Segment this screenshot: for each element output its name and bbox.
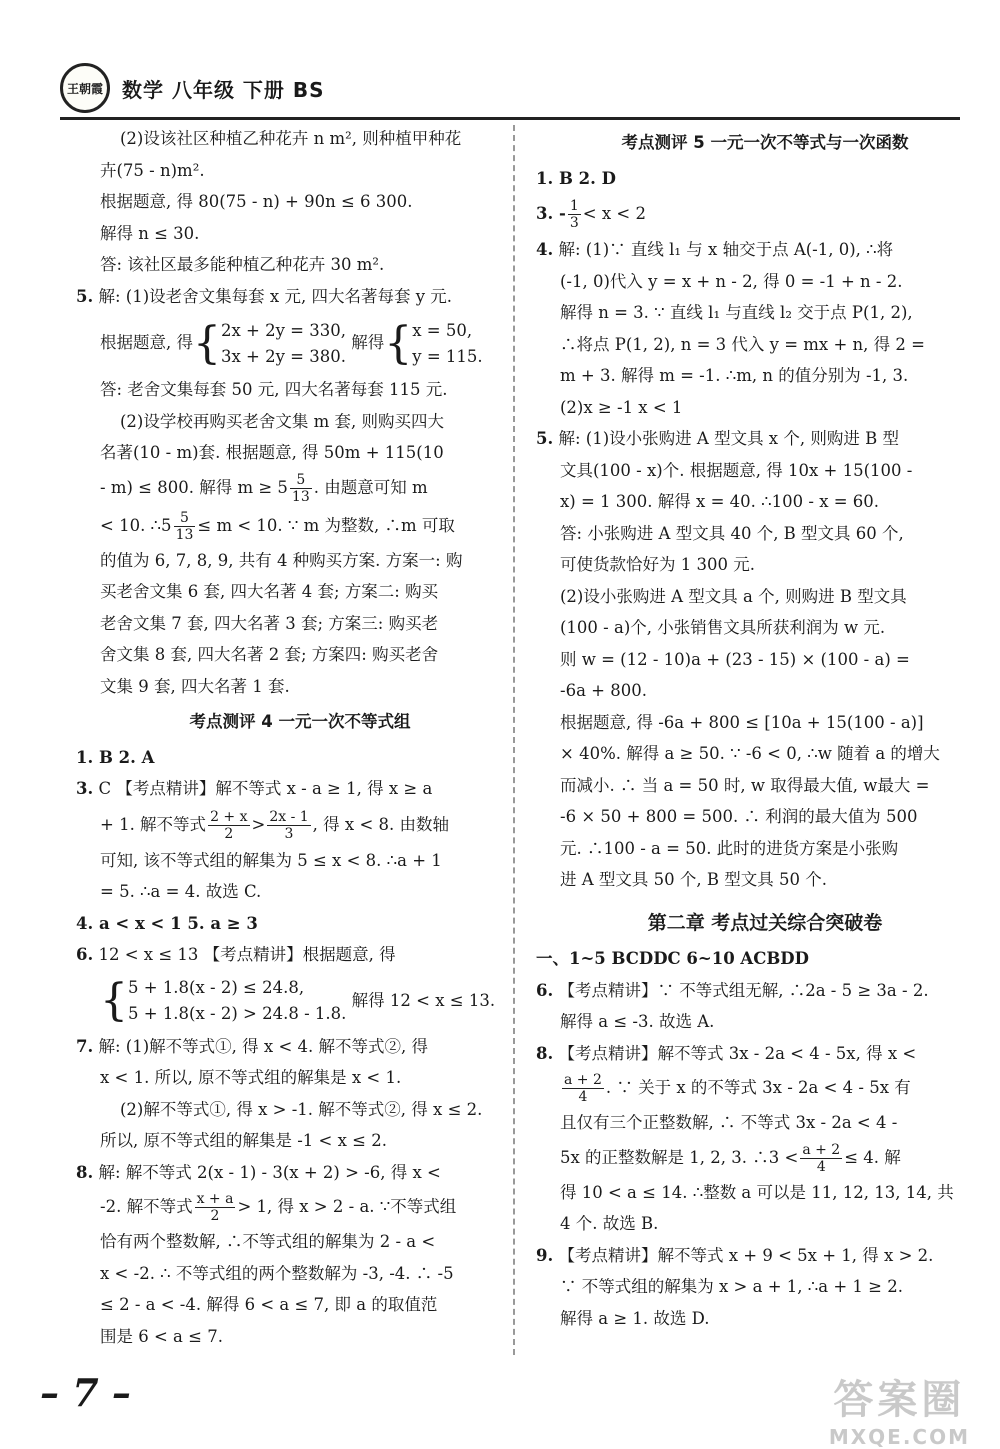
denominator: 2 — [224, 825, 234, 842]
text-line: 的值为 6, 7, 8, 9, 共有 4 种购买方案. 方案一: 购 — [100, 550, 463, 570]
denominator: 3 — [284, 825, 294, 842]
section-heading: 考点测评 4 一元一次不等式组 — [189, 712, 411, 731]
question-number: 5. — [76, 286, 94, 306]
publisher-logo — [60, 63, 110, 113]
text-line: x < 1. 所以, 原不等式组的解集是 x < 1. — [100, 1068, 402, 1087]
text-line: 4 个. 故选 B. — [560, 1214, 659, 1233]
text-line: 【考点精讲】∵ 不等式组无解, ∴2a - 5 ≥ 3a - 2. — [558, 980, 929, 1000]
answer-line: 1. B 2. D — [536, 168, 616, 188]
chapter-heading: 第二章 考点过关综合突破卷 — [647, 911, 883, 934]
fraction — [208, 809, 249, 842]
answer-line: 一、1~5 BCDDC 6~10 ACBDD — [536, 949, 809, 968]
text-line: 卉(75 - n)m². — [100, 160, 205, 180]
fraction — [568, 198, 581, 231]
question-5 — [536, 423, 970, 455]
text-fragment: 根据题意, 得 — [100, 333, 193, 352]
question-number: 8. — [536, 1043, 554, 1063]
denominator: 4 — [816, 1158, 826, 1175]
right-column — [536, 123, 970, 1334]
brace: { — [100, 975, 128, 1026]
equation-system — [221, 318, 346, 370]
left-column — [76, 123, 500, 1352]
text-line: 解: (1)解不等式①, 得 x < 4. 解不等式②, 得 — [98, 1036, 428, 1056]
equation: x = 50, — [412, 320, 473, 340]
text-line: 解得 a ≤ -3. 故选 A. — [560, 1012, 715, 1031]
text-line: 解得 a ≥ 1. 故选 D. — [560, 1308, 710, 1328]
text-line: (2)设该社区种植乙种花卉 n m², 则种植甲种花 — [120, 129, 462, 148]
text-line: 则 w = (12 - 10)a + (23 - 15) × (100 - a) = — [560, 649, 910, 669]
text-line: 元. ∴100 - a = 50. 此时的进货方案是小张购 — [560, 838, 899, 858]
numerator: a + 2 — [564, 1072, 602, 1088]
equation-system-line — [100, 312, 500, 374]
answer-line: 4. a < x < 1 5. a ≥ 3 — [76, 913, 258, 933]
text-line: 可知, 该不等式组的解集为 5 ≤ x < 8. ∴a + 1 — [100, 850, 442, 870]
text-fragment: 3. - — [536, 204, 566, 223]
inequality-system — [128, 975, 346, 1027]
question-number: 7. — [76, 1036, 94, 1056]
text-line: x) = 1 300. 解得 x = 40. ∴100 - x = 60. — [560, 492, 880, 511]
section-heading: 考点测评 5 一元一次不等式与一次函数 — [621, 133, 909, 152]
text-fragment: , 得 x < 8. 由数轴 — [312, 814, 450, 834]
text-line: 根据题意, 得 80(75 - n) + 90n ≤ 6 300. — [100, 192, 413, 211]
text-fragment: 解得 12 < x ≤ 13. — [351, 990, 496, 1010]
fraction — [174, 510, 196, 543]
text-line: 文具(100 - x)个. 根据题意, 得 10x + 15(100 - — [560, 460, 913, 480]
text-line: 解得 n = 3. ∵ 直线 l₁ 与直线 l₂ 交于点 P(1, 2), — [560, 303, 913, 322]
watermark-main: 答案圈 — [833, 1377, 966, 1423]
logo-text: 王朝霞 — [66, 81, 103, 96]
column-divider — [513, 125, 515, 1355]
page-number: – 7 – — [40, 1370, 131, 1415]
text-line: 舍文集 8 套, 四大名著 2 套; 方案四: 购买老舍 — [100, 645, 439, 664]
numerator: a + 2 — [802, 1141, 841, 1158]
denominator: 13 — [291, 488, 310, 505]
text-line — [100, 1188, 500, 1226]
equation: 2x + 2y = 330, — [221, 320, 346, 340]
question-number: 3. — [76, 779, 94, 798]
question-9 — [536, 1240, 970, 1272]
text-fragment: 解得 — [351, 333, 385, 352]
text-fragment: + 1. 解不等式 — [100, 814, 207, 834]
numerator: 2 + x — [210, 808, 248, 825]
text-line: 答: 老舍文集每套 50 元, 四大名著每套 115 元. — [100, 380, 448, 399]
fraction — [290, 472, 312, 505]
numerator: 1 — [569, 198, 579, 214]
question-8 — [536, 1038, 970, 1070]
text-line: m + 3. 解得 m = -1. ∴m, n 的值分别为 -1, 3. — [560, 366, 909, 385]
inequality: 5 + 1.8(x - 2) > 24.8 - 1.8. — [128, 1004, 347, 1023]
question-number: 6. — [536, 980, 554, 1000]
text-line: 可使货款恰好为 1 300 元. — [560, 555, 755, 574]
question-number: 5. — [536, 429, 554, 448]
question-6 — [536, 975, 970, 1007]
text-fragment: . 由题意可知 m — [313, 477, 428, 497]
text-line: 买老舍文集 6 套, 四大名著 4 套; 方案二: 购买 — [100, 582, 439, 601]
numerator: 5 — [174, 510, 196, 527]
text-fragment: - m) ≤ 800. 解得 m ≥ 5 — [100, 477, 288, 497]
fraction — [267, 809, 310, 842]
solution-system — [412, 318, 482, 370]
text-fragment: > 1, 得 x > 2 - a. ∵不等式组 — [237, 1197, 457, 1216]
question-6 — [76, 939, 500, 971]
numerator: x + a — [196, 1191, 234, 1207]
text-line: ∵ 不等式组的解集为 x > a + 1, ∴a + 1 ≥ 2. — [560, 1277, 903, 1296]
text-fragment: ≤ 4. 解 — [844, 1147, 901, 1167]
header-rule — [60, 117, 960, 120]
fraction — [562, 1072, 604, 1105]
equation-system-line — [100, 971, 500, 1031]
text-line — [560, 1139, 970, 1177]
text-line: 根据题意, 得 -6a + 800 ≤ [10a + 15(100 - a)] — [560, 712, 924, 732]
text-line: C 【考点精讲】解不等式 x - a ≥ 1, 得 x ≥ a — [98, 779, 433, 798]
fraction — [195, 1191, 236, 1224]
text-line: 【考点精讲】解不等式 3x - 2a < 4 - 5x, 得 x < — [558, 1043, 917, 1063]
brace: { — [193, 317, 221, 369]
book-title: 数学 八年级 下册 BS — [122, 77, 325, 102]
text-fragment: -2. 解不等式 — [100, 1197, 193, 1216]
equation: 3x + 2y = 380. — [221, 346, 346, 366]
text-line: 解得 n ≤ 30. — [100, 223, 200, 243]
question-5 — [76, 281, 500, 313]
text-line: -6 × 50 + 800 = 500. ∴ 利润的最大值为 500 — [560, 807, 918, 826]
text-line — [100, 805, 500, 845]
text-fragment: ≤ m < 10. ∵ m 为整数, ∴m 可取 — [197, 515, 455, 535]
answer-line — [536, 194, 970, 234]
text-line: (2)设小张购进 A 型文具 a 个, 则购进 B 型文具 — [560, 586, 907, 606]
question-number: 9. — [536, 1245, 554, 1265]
text-fragment: 5x 的正整数解是 1, 2, 3. ∴3 < — [560, 1147, 799, 1167]
text-line: 12 < x ≤ 13 【考点精讲】根据题意, 得 — [98, 945, 396, 964]
text-line: (2)解不等式①, 得 x > -1. 解不等式②, 得 x ≤ 2. — [120, 1099, 483, 1119]
denominator: 4 — [578, 1089, 588, 1105]
text-line: 恰有两个整数解, ∴不等式组的解集为 2 - a < — [100, 1232, 436, 1251]
text-line: 名著(10 - m)套. 根据题意, 得 50m + 115(10 — [100, 443, 444, 462]
text-line: (2)设学校再购买老舍文集 m 套, 则购买四大 — [120, 411, 444, 431]
text-line: 答: 小张购进 A 型文具 40 个, B 型文具 60 个, — [560, 523, 904, 543]
question-4 — [536, 234, 970, 266]
brace: { — [384, 317, 413, 369]
question-7 — [76, 1031, 500, 1063]
text-line — [100, 469, 500, 507]
text-line: 老舍文集 7 套, 四大名著 3 套; 方案三: 购买老 — [100, 613, 439, 633]
text-line: 解: (1)∵ 直线 l₁ 与 x 轴交于点 A(-1, 0), ∴将 — [558, 240, 894, 259]
question-number: 6. — [76, 945, 94, 964]
text-line: 且仅有三个正整数解, ∴ 不等式 3x - 2a < 4 - — [560, 1113, 898, 1132]
text-line: 答: 该社区最多能种植乙种花卉 30 m². — [100, 255, 385, 274]
text-line — [560, 1069, 970, 1107]
denominator: 3 — [569, 215, 579, 231]
text-fragment: > — [251, 814, 266, 834]
text-line: 文集 9 套, 四大名著 1 套. — [100, 676, 290, 696]
text-line: 解: (1)设老舍文集每套 x 元, 四大名著每套 y 元. — [98, 286, 453, 306]
text-fragment: < x < 2 — [582, 204, 646, 223]
denominator: 13 — [175, 526, 194, 543]
text-line: 得 10 < a ≤ 14. ∴整数 a 可以是 11, 12, 13, 14, 共 — [560, 1182, 954, 1202]
text-line: 解: 解不等式 2(x - 1) - 3(x + 2) > -6, 得 x < — [98, 1162, 441, 1182]
page-header — [60, 62, 325, 114]
text-line: ∴将点 P(1, 2), n = 3 代入 y = mx + n, 得 2 = — [560, 334, 925, 354]
text-fragment: . ∵ 关于 x 的不等式 3x - 2a < 4 - 5x 有 — [605, 1078, 911, 1097]
text-line: (2)x ≥ -1 x < 1 — [560, 397, 683, 417]
text-line: -6a + 800. — [560, 681, 647, 700]
text-line: 而减小. ∴ 当 a = 50 时, w 取得最大值, w最大 = — [560, 775, 930, 795]
numerator: 2x - 1 — [269, 808, 309, 825]
denominator: 2 — [210, 1208, 220, 1224]
text-line: ≤ 2 - a < -4. 解得 6 < a ≤ 7, 即 a 的取值范 — [100, 1295, 438, 1314]
numerator: 5 — [290, 472, 312, 489]
text-line: 【考点精讲】解不等式 x + 9 < 5x + 1, 得 x > 2. — [558, 1245, 934, 1265]
watermark — [829, 1368, 970, 1449]
text-line: 解: (1)设小张购进 A 型文具 x 个, 则购进 B 型 — [558, 429, 899, 448]
text-line: 所以, 原不等式组的解集是 -1 < x ≤ 2. — [100, 1131, 387, 1150]
text-line: 围是 6 < a ≤ 7. — [100, 1326, 223, 1346]
watermark-url: MXQE.COM — [828, 1425, 970, 1449]
question-3 — [76, 773, 500, 805]
text-line: x < -2. ∴ 不等式组的两个整数解为 -3, -4. ∴ -5 — [100, 1263, 454, 1283]
text-line — [100, 507, 500, 545]
text-line: × 40%. 解得 a ≥ 50. ∵ -6 < 0, ∴w 随着 a 的增大 — [560, 744, 940, 763]
text-fragment: < 10. ∴5 — [100, 515, 172, 535]
question-number: 4. — [536, 240, 554, 259]
text-line: = 5. ∴a = 4. 故选 C. — [100, 882, 262, 901]
text-line: (-1, 0)代入 y = x + n - 2, 得 0 = -1 + n - 2. — [560, 271, 903, 291]
inequality: 5 + 1.8(x - 2) ≤ 24.8, — [128, 978, 305, 997]
text-line: (100 - a)个, 小张销售文具所获利润为 w 元. — [560, 618, 886, 637]
answer-line: 1. B 2. A — [76, 747, 155, 767]
fraction — [800, 1142, 842, 1175]
equation: y = 115. — [412, 346, 483, 366]
question-number: 8. — [76, 1162, 94, 1182]
question-8 — [76, 1157, 500, 1189]
text-line: 进 A 型文具 50 个, B 型文具 50 个. — [560, 870, 827, 889]
